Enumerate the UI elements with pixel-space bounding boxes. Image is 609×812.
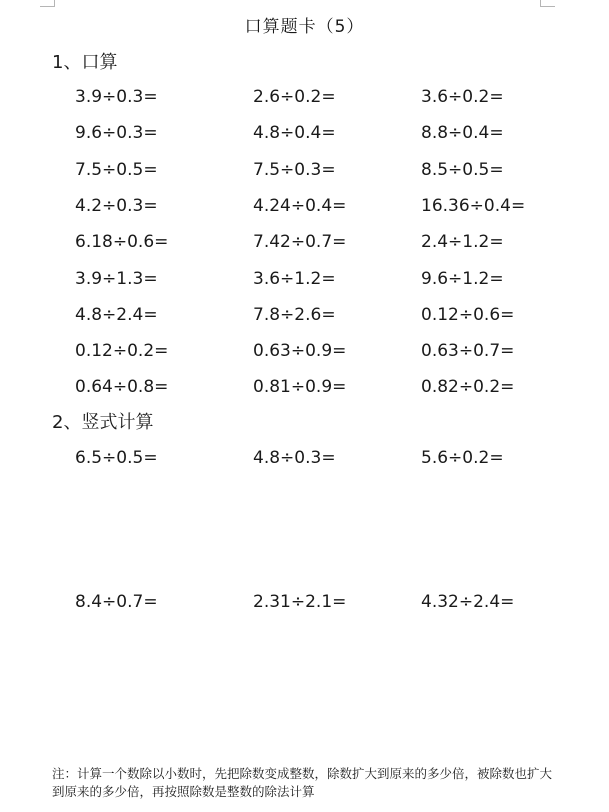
problem-item: 2.31÷2.1=	[253, 592, 347, 612]
problem-item: 0.64÷0.8=	[75, 377, 169, 398]
problem-item: 9.6÷1.2=	[421, 268, 504, 289]
section-heading-vertical: 2、竖式计算	[52, 412, 154, 433]
footnote: 注：计算一个数除以小数时，先把除数变成整数，除数扩大到原来的多少倍，被除数也扩大到原来的多少倍，再按照除数是整数的除法计算	[52, 766, 553, 799]
problem-item: 8.8÷0.4=	[421, 123, 504, 144]
problem-item: 2.6÷0.2=	[253, 87, 336, 107]
problem-item: 8.5÷0.5=	[421, 159, 504, 180]
problem-item: 16.36÷0.4=	[421, 195, 526, 216]
problem-item: 3.9÷0.3=	[75, 87, 158, 107]
problem-item: 0.12÷0.2=	[75, 341, 169, 362]
problem-item: 4.2÷0.3=	[75, 195, 158, 216]
problem-item: 9.6÷0.3=	[75, 123, 158, 144]
page-corner-mark-right	[540, 0, 555, 7]
problem-item: 2.4÷1.2=	[421, 232, 504, 253]
problem-item: 4.8÷2.4=	[75, 304, 158, 325]
problem-item: 0.82÷0.2=	[421, 377, 515, 398]
problem-item: 4.8÷0.3=	[253, 448, 336, 468]
problem-item: 0.81÷0.9=	[253, 377, 347, 398]
problem-item: 4.8÷0.4=	[253, 123, 336, 144]
problem-item: 4.24÷0.4=	[253, 195, 347, 216]
problem-item: 7.5÷0.5=	[75, 159, 158, 180]
problem-item: 4.32÷2.4=	[421, 592, 515, 612]
problem-item: 0.63÷0.9=	[253, 341, 347, 362]
page-title: 口算题卡（5）	[244, 17, 365, 37]
problem-item: 5.6÷0.2=	[421, 448, 504, 468]
problem-item: 7.8÷2.6=	[253, 304, 336, 325]
problem-item: 7.42÷0.7=	[253, 232, 347, 253]
problem-item: 6.5÷0.5=	[75, 448, 158, 468]
problem-item: 3.9÷1.3=	[75, 268, 158, 289]
problem-item: 3.6÷0.2=	[421, 87, 504, 107]
problem-item: 0.12÷0.6=	[421, 304, 515, 325]
problem-item: 0.63÷0.7=	[421, 341, 515, 362]
problem-item: 8.4÷0.7=	[75, 592, 158, 612]
section-heading-oral: 1、口算	[52, 52, 118, 73]
problem-item: 7.5÷0.3=	[253, 159, 336, 180]
page-corner-mark-left	[40, 0, 55, 7]
problem-item: 3.6÷1.2=	[253, 268, 336, 289]
problem-item: 6.18÷0.6=	[75, 232, 169, 253]
